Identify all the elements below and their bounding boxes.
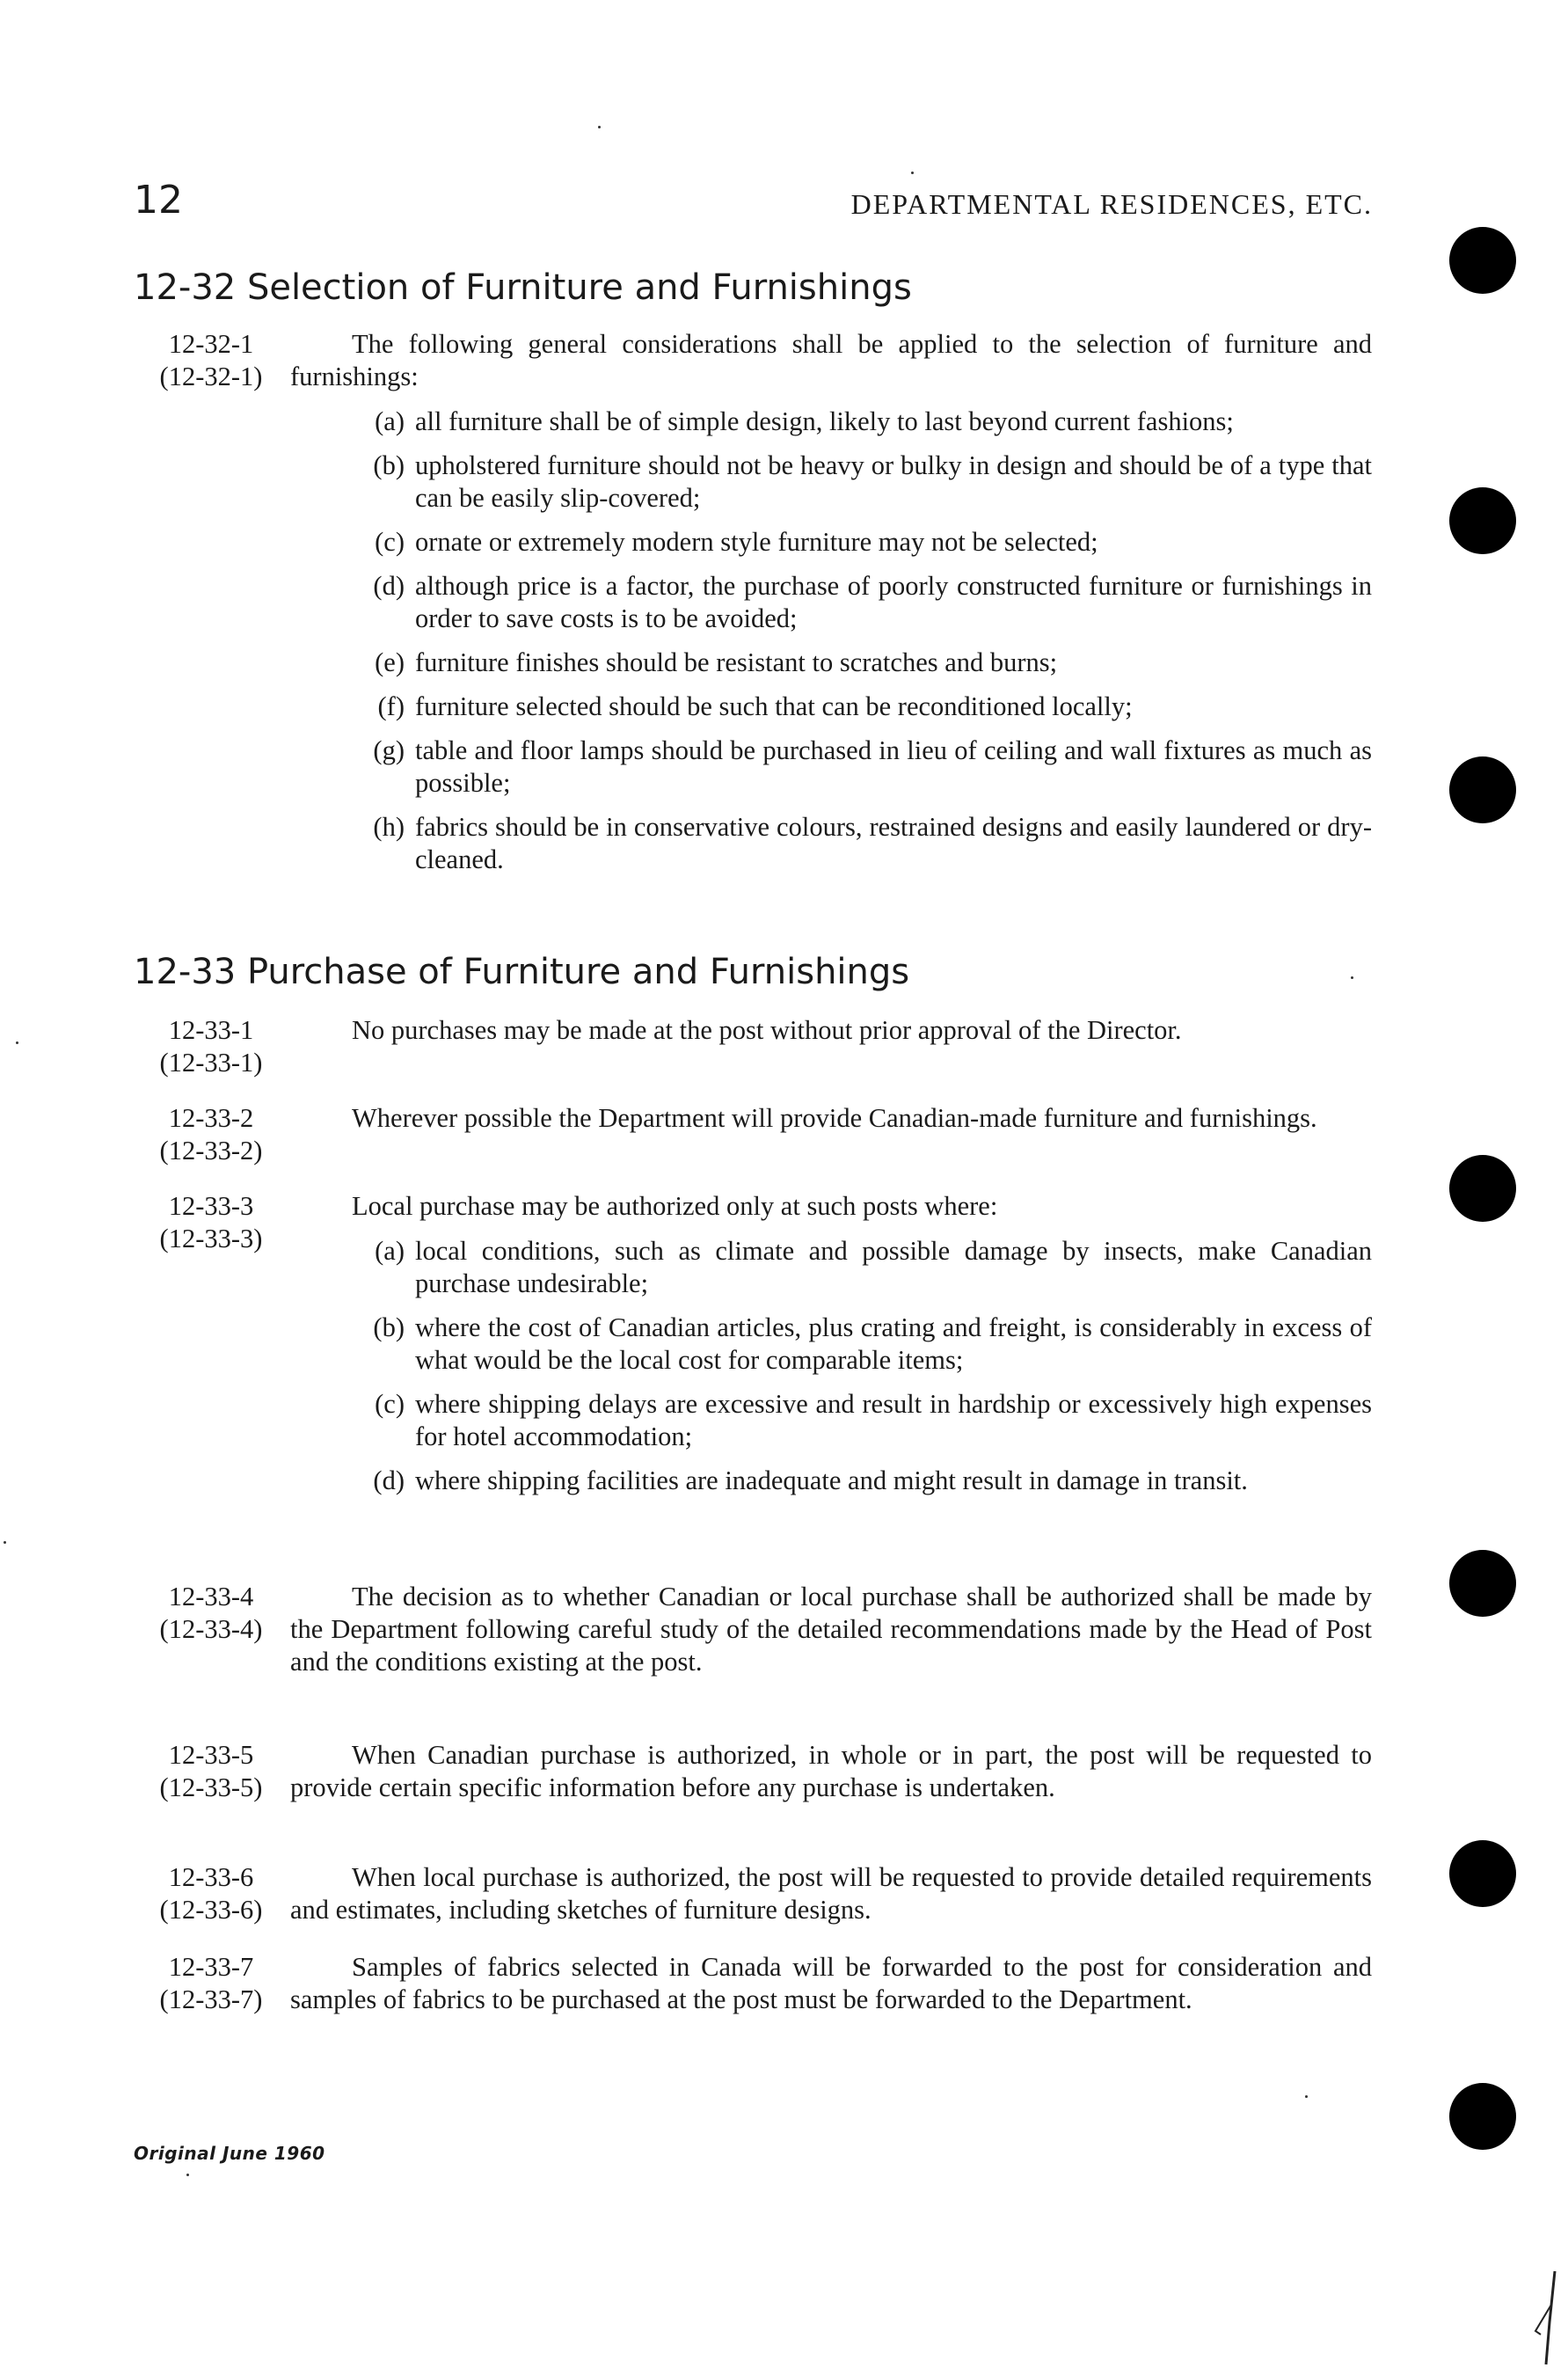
punch-hole [1449,487,1516,554]
list-item [352,406,1372,438]
old-ref-number: (12-33-2) [159,1136,263,1166]
paragraph-ref [132,1951,290,2016]
item-text: fabrics should be in conservative colours, restrained designs and easily laundered or dry-cleaned. [415,812,1372,874]
item-label: (d) [373,571,405,601]
item-text: where the cost of Canadian articles, plus crating and freight, is considerably in excess of what would be the local cost for comparable items; [415,1312,1372,1375]
ref-number: 12-33-5 [168,1740,254,1770]
ref-number: 12-33-4 [168,1582,254,1611]
list-item [352,1312,1372,1377]
list-item [352,1235,1372,1300]
pencil-mark [1528,2269,1560,2366]
item-text: where shipping facilities are inadequate and might result in damage in transit. [415,1465,1248,1495]
list-item [352,647,1372,679]
old-ref-number: (12-33-3) [159,1224,263,1253]
list-item [352,449,1372,515]
ref-number: 12-33-2 [168,1103,254,1133]
paragraph-text: Samples of fabrics selected in Canada will be forwarded to the post for consideration and samples of fabrics to be purchased at the post must be forwarded to the Department. [290,1952,1372,2014]
item-label: (b) [373,450,405,480]
punch-hole [1449,1550,1516,1617]
ref-number: 12-33-3 [168,1191,254,1221]
item-label: (c) [375,527,405,557]
paragraph-ref [132,1861,290,1926]
scan-speck [186,2174,189,2176]
section-title: 12-33 Purchase of Furniture and Furnishings [134,952,910,992]
item-text: furniture finishes should be resistant to scratches and burns; [415,647,1058,677]
item-label: (g) [373,735,405,765]
paragraph-12-32-1 [132,328,1372,393]
paragraph-ref [132,1014,290,1079]
paragraph-12-33-7 [132,1951,1372,2016]
paragraph-text: The decision as to whether Canadian or local purchase shall be authorized shall be made by the Department following careful study of the detailed recommendations made by the Head of Post and the conditions existing at the post. [290,1582,1372,1677]
paragraph-12-33-6 [132,1861,1372,1926]
scan-speck [598,126,601,128]
item-list [352,406,1372,888]
item-label: (e) [375,647,405,677]
scan-speck [16,1041,18,1044]
paragraph-ref [132,1581,290,1678]
ref-number: 12-33-7 [168,1952,254,1982]
scan-speck [911,172,914,174]
section-title: 12-32 Selection of Furniture and Furnishings [134,267,912,308]
item-text: although price is a factor, the purchase of poorly constructed furniture or furnishings in order to save costs is to be avoided; [415,571,1372,633]
list-item [352,691,1372,723]
old-ref-number: (12-33-1) [159,1048,263,1078]
paragraph-ref [132,1190,290,1255]
page-number: 12 [134,178,183,223]
list-item [352,526,1372,559]
item-label: (b) [373,1312,405,1342]
punch-hole [1449,2083,1516,2150]
old-ref-number: (12-32-1) [159,362,263,391]
scan-speck [1305,2095,1308,2098]
old-ref-number: (12-33-6) [159,1895,263,1925]
ref-number: 12-33-1 [168,1015,254,1045]
item-text: ornate or extremely modern style furniture may not be selected; [415,527,1098,557]
paragraph-text: The following general considerations shall be applied to the selection of furniture and furnishings: [290,329,1372,391]
item-label: (f) [377,691,405,721]
old-ref-number: (12-33-5) [159,1772,263,1802]
ref-number: 12-32-1 [168,329,254,359]
old-ref-number: (12-33-7) [159,1984,263,2014]
punch-hole [1449,227,1516,294]
paragraph-text: Local purchase may be authorized only at such posts where: [352,1191,998,1221]
paragraph-ref [132,1739,290,1804]
item-label: (d) [373,1465,405,1495]
paragraph-12-33-5 [132,1739,1372,1804]
paragraph-12-33-4 [132,1581,1372,1678]
item-label: (h) [373,812,405,842]
paragraph-text: Wherever possible the Department will provide Canadian-made furniture and furnishings. [352,1103,1317,1133]
list-item [352,570,1372,635]
paragraph-12-33-1 [132,1014,1372,1079]
ref-number: 12-33-6 [168,1862,254,1892]
item-label: (a) [375,1236,405,1266]
item-label: (a) [375,406,405,436]
punch-hole [1449,1840,1516,1907]
item-text: local conditions, such as climate and possible damage by insects, make Canadian purchase undesirable; [415,1236,1372,1298]
paragraph-text: When local purchase is authorized, the post will be requested to provide detailed requirements and estimates, including sketches of furniture designs. [290,1862,1372,1925]
old-ref-number: (12-33-4) [159,1614,263,1644]
list-item [352,1388,1372,1453]
paragraph-ref [132,328,290,393]
punch-hole [1449,1155,1516,1222]
list-item [352,734,1372,800]
list-item [352,1465,1372,1497]
item-text: where shipping delays are excessive and result in hardship or excessively high expenses for hotel accommodation; [415,1389,1372,1451]
scan-speck [1351,976,1353,979]
scan-speck [4,1541,6,1544]
paragraph-12-33-2 [132,1102,1372,1167]
item-text: table and floor lamps should be purchased in lieu of ceiling and wall fixtures as much as possible; [415,735,1372,798]
paragraph-text: When Canadian purchase is authorized, in whole or in part, the post will be requested to provide certain specific information before any purchase is undertaken. [290,1740,1372,1802]
item-list [352,1235,1372,1509]
punch-hole [1449,756,1516,823]
item-label: (c) [375,1389,405,1419]
item-text: all furniture shall be of simple design, likely to last beyond current fashions; [415,406,1234,436]
paragraph-ref [132,1102,290,1167]
list-item [352,811,1372,876]
item-text: upholstered furniture should not be heavy or bulky in design and should be of a type that can be easily slip-covered; [415,450,1372,513]
item-text: furniture selected should be such that can be reconditioned locally; [415,691,1133,721]
edition-note: Original June 1960 [134,2143,325,2164]
paragraph-text: No purchases may be made at the post without prior approval of the Director. [352,1015,1182,1045]
running-head: DEPARTMENTAL RESIDENCES, ETC. [850,188,1373,220]
